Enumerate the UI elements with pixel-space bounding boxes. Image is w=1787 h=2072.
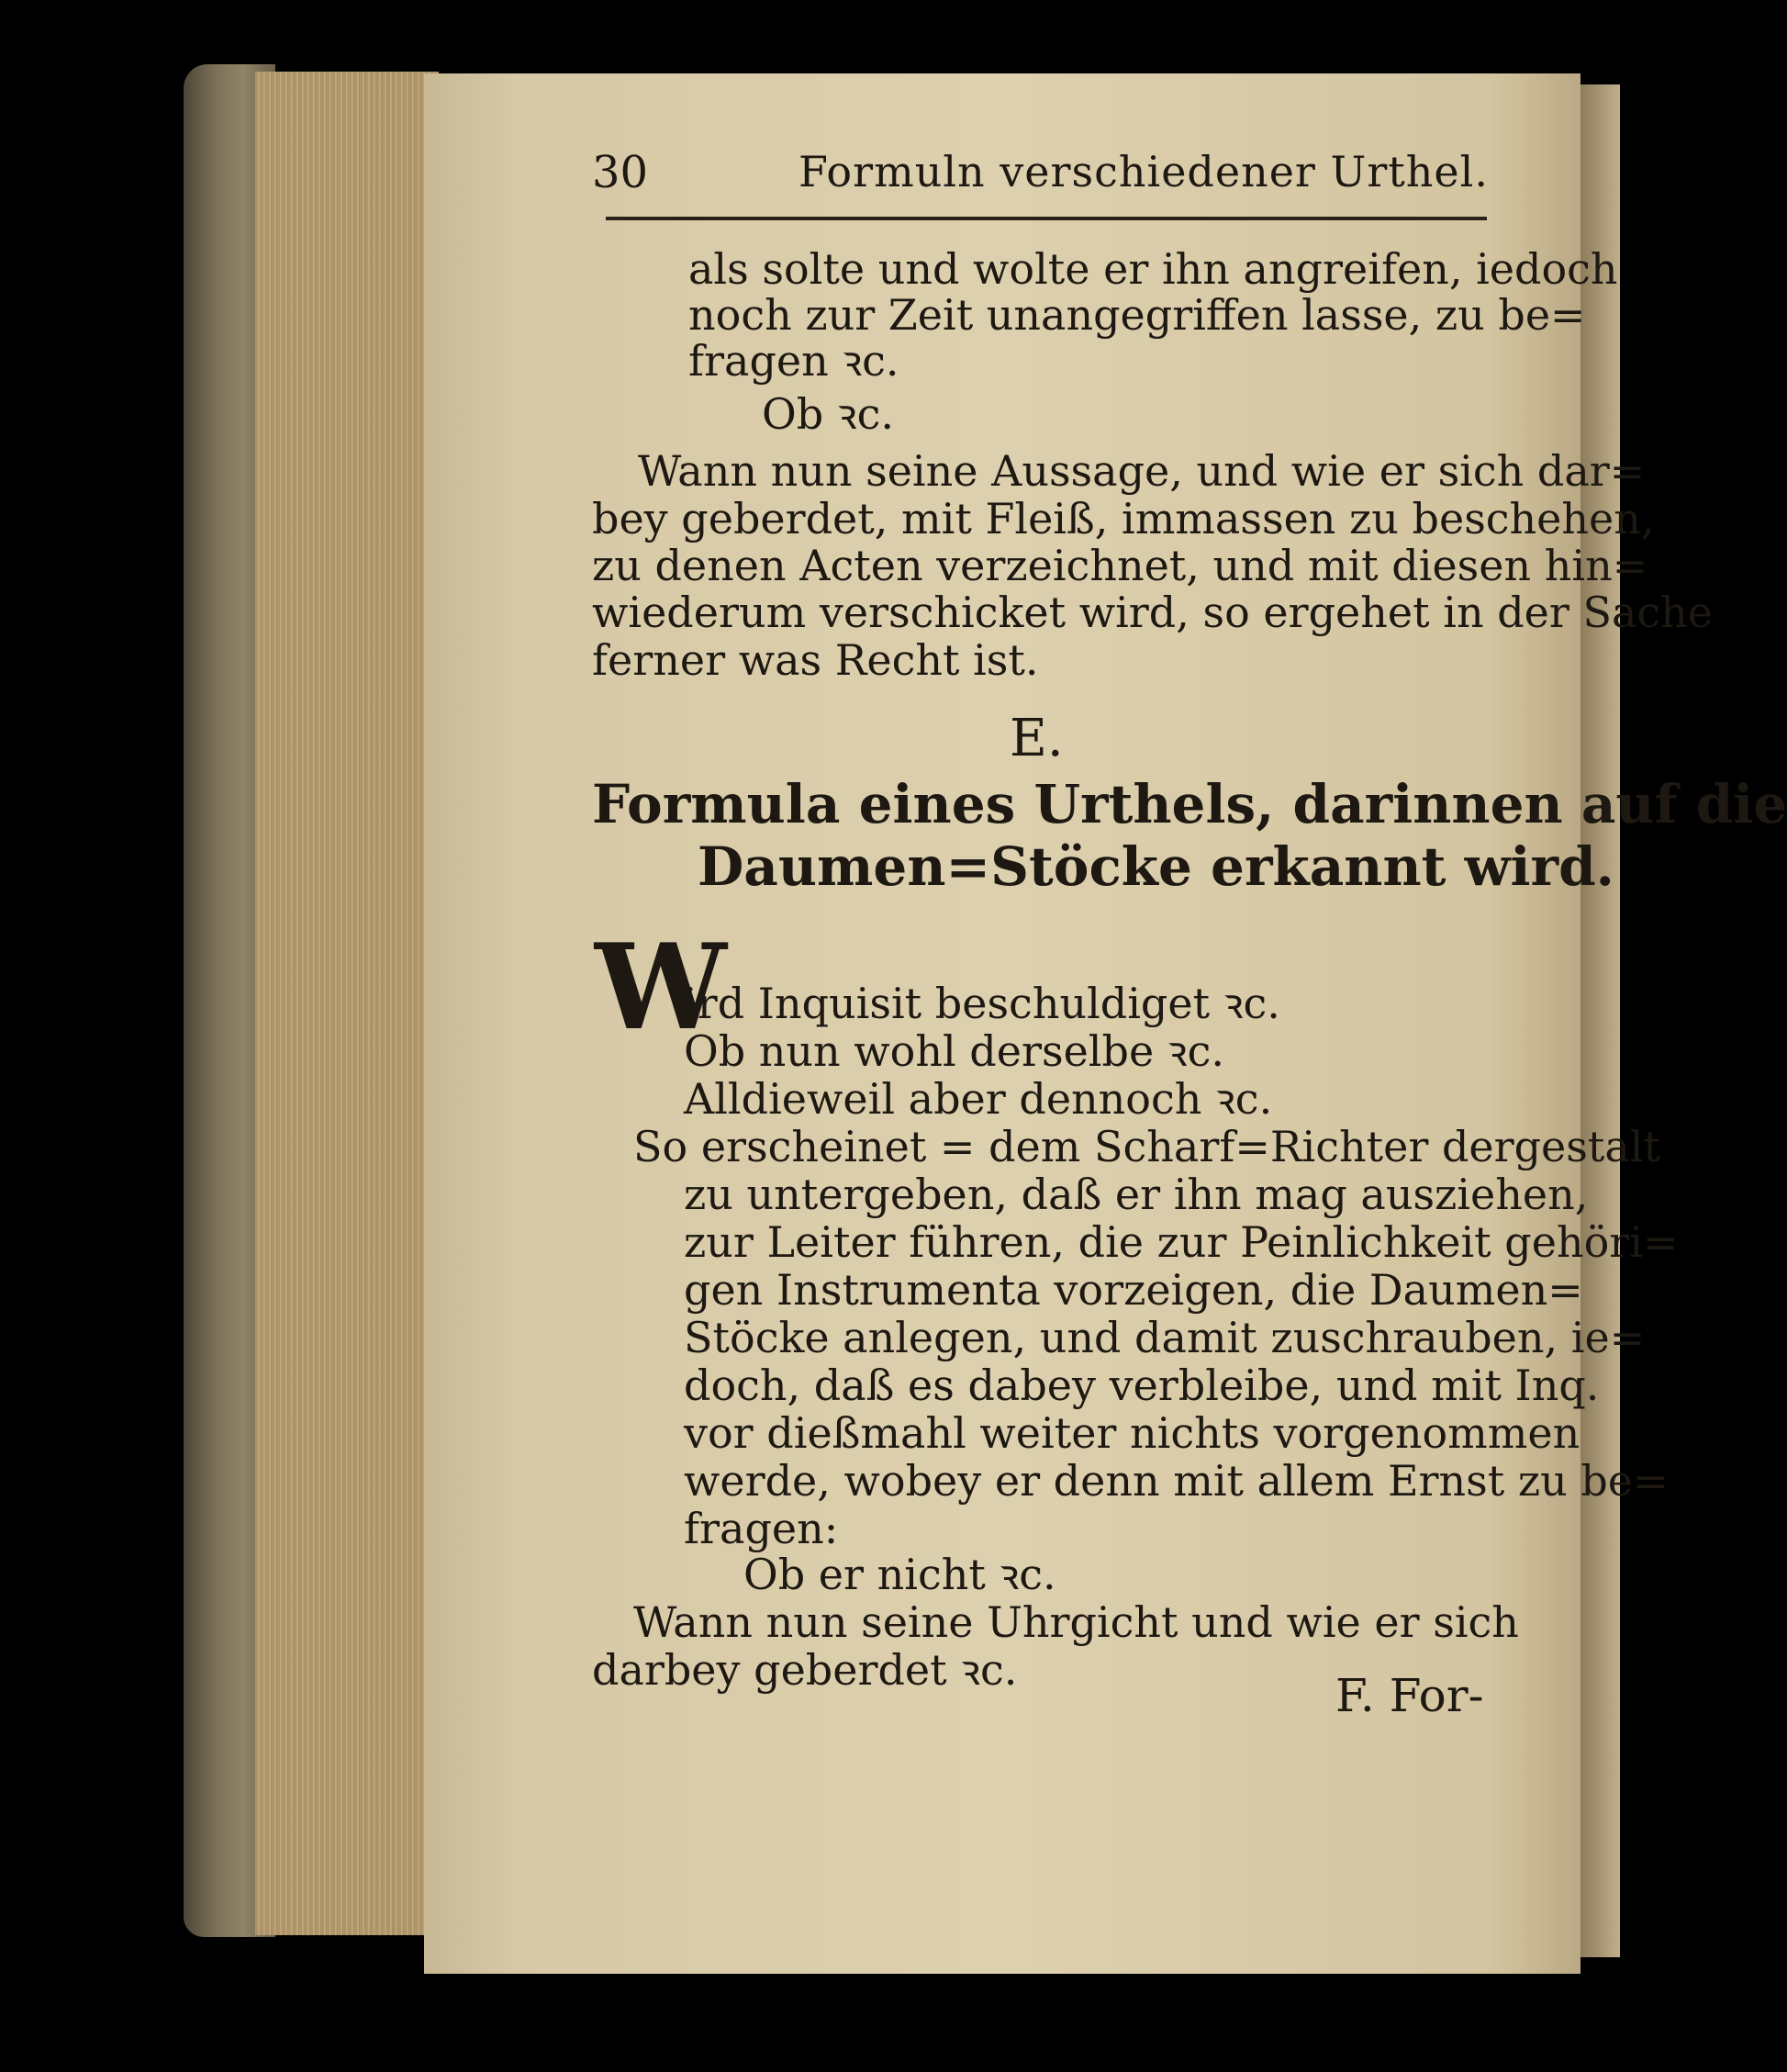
drop-cap: W [595, 919, 727, 1057]
body-line: Ob ꝛc. [762, 389, 894, 439]
body-line: Ob nun wohl derselbe ꝛc. [684, 1026, 1224, 1076]
page-number: 30 [592, 147, 649, 198]
body-line: ferner was Recht ist. [592, 635, 1039, 685]
body-line: So erscheinet = dem Scharf=Richter dergestalt [633, 1122, 1660, 1171]
body-line: Stöcke anlegen, und damit zuschrauben, ie= [684, 1313, 1646, 1362]
body-line: darbey geberdet ꝛc. [592, 1645, 1018, 1695]
section-title: Daumen=Stöcke erkannt wird. [698, 835, 1614, 898]
body-line: wiederum verschicket wird, so ergehet in der Sache [592, 588, 1714, 637]
body-line: zu untergeben, daß er ihn mag ausziehen, [684, 1170, 1589, 1219]
body-line: als solte und wolte er ihn angreifen, iedoch [688, 244, 1618, 294]
body-line: Ob er nicht ꝛc. [743, 1550, 1056, 1599]
facing-page-edge [1580, 84, 1620, 1957]
body-line: Alldieweil aber dennoch ꝛc. [684, 1074, 1273, 1124]
body-line: Wann nun seine Aussage, und wie er sich dar= [638, 446, 1646, 496]
body-line: noch zur Zeit unangegriffen lasse, zu be= [688, 290, 1586, 340]
body-line: doch, daß es dabey verbleibe, und mit Inq. [684, 1361, 1600, 1410]
body-line: zu denen Acten verzeichnet, und mit diesen hin= [592, 541, 1648, 590]
body-line: gen Instrumenta vorzeigen, die Daumen= [684, 1265, 1583, 1315]
body-line: vor dießmahl weiter nichts vorgenommen [684, 1408, 1580, 1458]
body-line: fragen ꝛc. [688, 336, 899, 386]
body-line: zur Leiter führen, die zur Peinlichkeit gehöri= [684, 1217, 1679, 1267]
section-letter: E. [1010, 709, 1064, 768]
body-line: bey geberdet, mit Fleiß, immassen zu beschehen, [592, 494, 1655, 543]
body-line: Wann nun seine Uhrgicht und wie er sich [633, 1597, 1519, 1647]
running-head: Formuln verschiedener Urthel. [799, 147, 1489, 196]
body-line: ird Inquisit beschuldiget ꝛc. [684, 979, 1280, 1028]
body-line: werde, wobey er denn mit allem Ernst zu be= [684, 1456, 1669, 1506]
body-line: fragen: [684, 1504, 839, 1553]
section-title: Formula eines Urthels, darinnen auf die [592, 773, 1787, 835]
catchword: F. For- [1335, 1669, 1484, 1722]
header-rule [606, 217, 1487, 220]
book-page-edges [255, 72, 439, 1935]
